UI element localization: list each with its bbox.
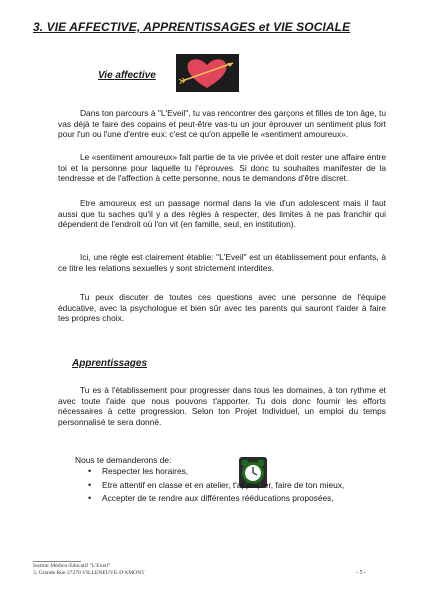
vie-affective-paragraph-4: Ici, une règle est clairement établie: "L'Eveil" est un établissement pour enfants, à ce titre les relations sexuelles y sont strictement interdites. xyxy=(58,252,386,273)
footer-address xyxy=(33,563,145,577)
list-item: • Accepter de te rendre aux différentes rééducations proposées, xyxy=(88,493,334,504)
vie-affective-paragraph-5: Tu peux discuter de toutes ces questions avec une personne de l'équipe éducative, avec la psychologue et bien sûr avec tes parents qui sauront t'aider à faire tes propres choix. xyxy=(58,292,386,324)
bullet-icon: • xyxy=(88,479,92,490)
apprentissages-paragraph: Tu es à l'établissement pour progresser dans tous les domaines, à ton rythme et avec toute l'aide que nous pouvons t'apporter. Tu dois donc fournir les efforts nécessaires à cette progression. Selon ton Projet Individuel, un emploi du temps personnalisé te sera donné. xyxy=(58,385,386,427)
apprentissages-title: Apprentissages xyxy=(72,358,148,369)
bullet-icon: • xyxy=(88,466,92,476)
list-item: • Respecter les horaires, xyxy=(88,466,189,476)
bullet-icon: • xyxy=(88,493,92,504)
vie-affective-title: Vie affective xyxy=(98,70,156,81)
footer-divider xyxy=(33,561,81,562)
list-item: • Etre attentif en classe et en atelier, t'appliquer, faire de ton mieux, xyxy=(88,479,345,490)
vie-affective-paragraph-1: Dans ton parcours à "L'Eveil", tu vas rencontrer des garçons et filles de ton âge, tu vas déjà te faire des copains et peut-être vas-tu un jour éprouver un sentiment plus fort pour l'un ou l'une d'entre eux: c'est ce qu'on appelle le «sentiment amoureux». xyxy=(58,108,386,140)
footer-institution: Institut Médico-Educatif "L'Eveil" xyxy=(33,563,111,569)
footer-street: 3, Grande Rue 27270 VILLENEUVE-D'AMONT xyxy=(33,570,145,576)
heart-arrow-icon xyxy=(176,54,239,92)
apprentissages-bullet-list xyxy=(84,466,384,507)
page-number: - 5 - xyxy=(356,570,366,576)
vie-affective-paragraph-2: Le «sentiment amoureux» fait partie de ta vie privée et doit rester une affaire entre toi et la personne pour laquelle tu l'éprouves. Si donc tu souhaites manifester de la tendresse et de l'affection à cette personne, nous te demandons d'être discret. xyxy=(58,152,386,184)
section-title: 3. VIE AFFECTIVE, APPRENTISSAGES et VIE SOCIALE xyxy=(33,20,351,34)
apprentissages-intro: Nous te demanderons de: xyxy=(75,455,172,465)
vie-affective-paragraph-3: Etre amoureux est un passage normal dans la vie d'un adolescent mais il faut aussi que tu saches qu'il y a des règles à respecter, des limites à ne pas franchir qui dépendent de l'endroit où l'on vit (en famille, seul, en institution). xyxy=(58,198,386,230)
